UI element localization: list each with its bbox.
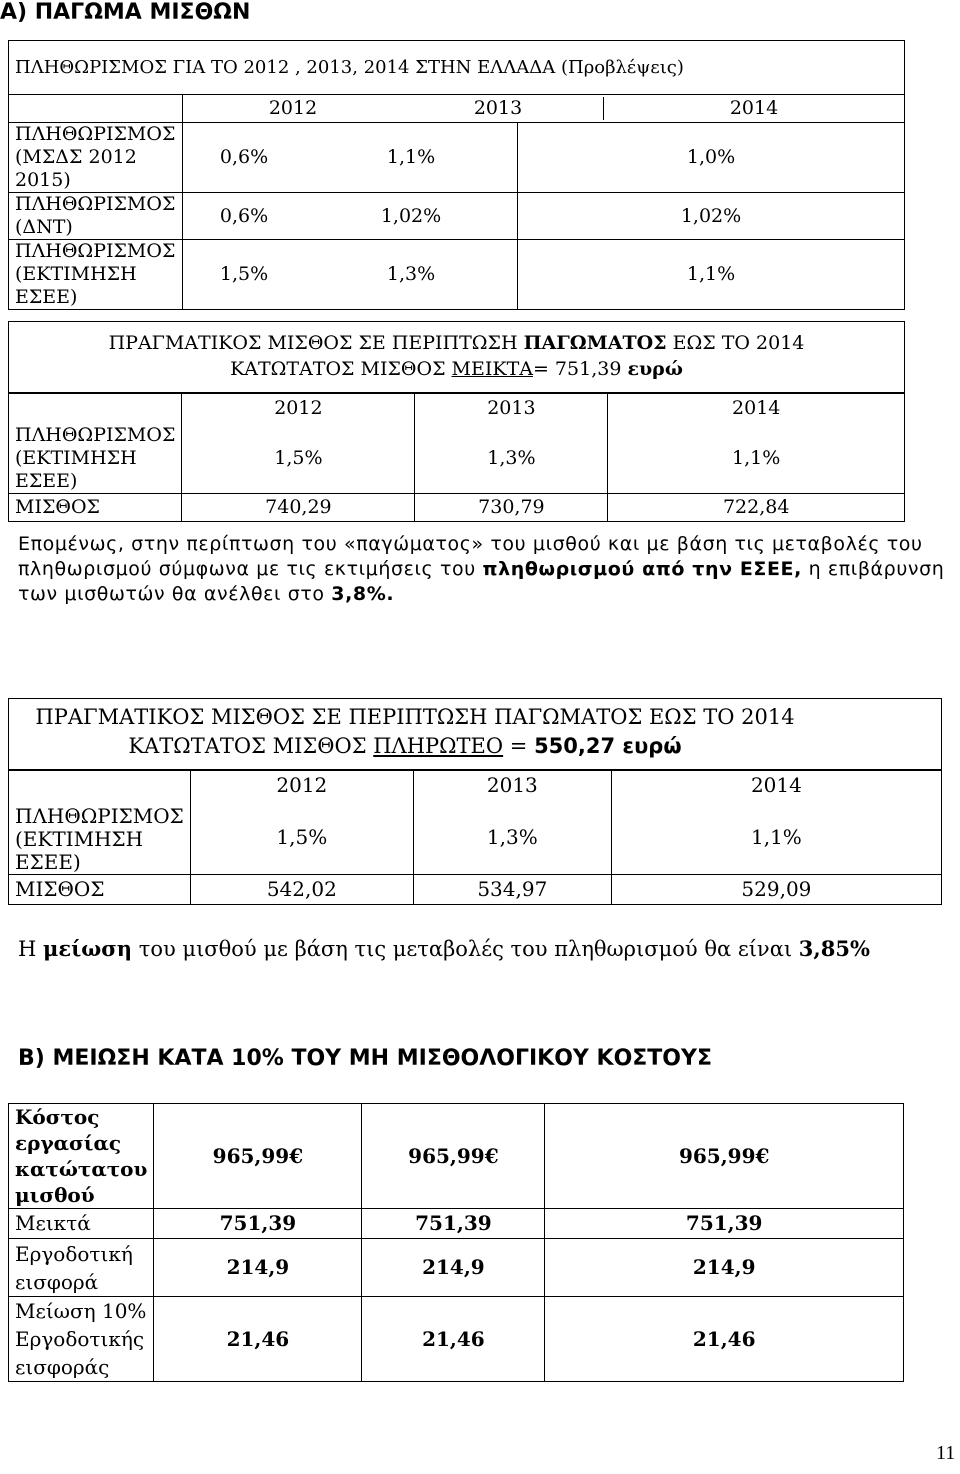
table3-year-2012: 2012 bbox=[190, 771, 413, 801]
section-a-heading: Α) ΠΑΓΩΜΑ ΜΙΣΘΩΝ bbox=[0, 0, 251, 25]
table3-salary-cell: 529,09 bbox=[611, 875, 941, 905]
table1-cell: 1,02% bbox=[518, 193, 905, 240]
table1-row-label: ΠΛΗΘΩΡΙΣΜΟΣ (ΔΝΤ) bbox=[9, 193, 183, 240]
table3-inflation-cell: 1,5% bbox=[190, 801, 413, 875]
employer-contribution-cell: 214,9 bbox=[154, 1239, 362, 1297]
table2-inflation-cell: 1,3% bbox=[415, 424, 608, 494]
table2-salary-cell: 730,79 bbox=[415, 494, 608, 522]
table3-title-line1: ΠΡΑΓΜΑΤΙΚΟΣ ΜΙΣΘΟΣ ΣΕ ΠΕΡΙΠΤΩΣΗ ΠΑΓΩΜΑΤΟΣ ΕΩΣ ΤΟ 2014 bbox=[35, 705, 795, 729]
salary-freeze-gross-table bbox=[8, 393, 905, 522]
table2-inflation-cell: 1,1% bbox=[608, 424, 905, 494]
table3-title-box bbox=[8, 698, 942, 770]
inflation-forecast-table bbox=[8, 40, 905, 310]
table1-cell: 1,1% bbox=[518, 240, 905, 310]
table1-cell: 1,02% bbox=[305, 193, 518, 240]
table3-inflation-label: ΠΛΗΘΩΡΙΣΜΟΣ (ΕΚΤΙΜΗΣΗ ΕΣΕΕ) bbox=[9, 771, 191, 875]
labor-cost-cell: 965,99€ bbox=[362, 1104, 545, 1209]
table1-year-2012: 2012 bbox=[268, 97, 318, 119]
table1-cell: 1,3% bbox=[305, 240, 518, 310]
table3-salary-cell: 534,97 bbox=[413, 875, 611, 905]
table1-cell: 0,6% bbox=[183, 123, 306, 193]
table2-year-2013: 2013 bbox=[415, 394, 608, 424]
gross-cell: 751,39 bbox=[362, 1209, 545, 1239]
table2-title-line1: ΠΡΑΓΜΑΤΙΚΟΣ ΜΙΣΘΟΣ ΣΕ ΠΕΡΙΠΤΩΣΗ ΠΑΓΩΜΑΤΟΣ ΕΩΣ ΤΟ 2014 bbox=[108, 332, 805, 354]
gross-cell: 751,39 bbox=[154, 1209, 362, 1239]
table1-title: ΠΛΗΘΩΡΙΣΜΟΣ ΓΙΑ ΤΟ 2012 , 2013, 2014 ΣΤΗΝ ΕΛΛΑΔΑ (Προβλέψεις) bbox=[9, 41, 905, 95]
salary-freeze-net-table bbox=[8, 770, 942, 905]
labor-cost-cell: 965,99€ bbox=[545, 1104, 904, 1209]
table3-inflation-cell: 1,3% bbox=[413, 801, 611, 875]
table2-title-line2: ΚΑΤΩΤΑΤΟΣ ΜΙΣΘΟΣ ΜΕΙΚΤΑ= 751,39 ευρώ bbox=[230, 358, 683, 380]
table3-year-2014: 2014 bbox=[611, 771, 941, 801]
table2-year-2012: 2012 bbox=[182, 394, 415, 424]
table1-year-2013: 2013 bbox=[473, 97, 523, 119]
table1-row-label: ΠΛΗΘΩΡΙΣΜΟΣ (ΕΚΤΙΜΗΣΗ ΕΣΕΕ) bbox=[9, 240, 183, 310]
labor-cost-table bbox=[8, 1103, 904, 1382]
contribution-reduction-cell: 21,46 bbox=[154, 1297, 362, 1382]
table1-cell: 1,0% bbox=[518, 123, 905, 193]
contribution-reduction-label: Μείωση 10% Εργοδοτικής εισφοράς bbox=[9, 1297, 154, 1382]
labor-cost-cell: 965,99€ bbox=[154, 1104, 362, 1209]
table1-year-2014: 2014 bbox=[603, 97, 904, 120]
page-number: 11 bbox=[936, 1442, 956, 1464]
table2-inflation-label: ΠΛΗΘΩΡΙΣΜΟΣ (ΕΚΤΙΜΗΣΗ ΕΣΕΕ) bbox=[9, 394, 182, 494]
table2-salary-label: ΜΙΣΘΟΣ bbox=[9, 494, 182, 522]
gross-cell: 751,39 bbox=[545, 1209, 904, 1239]
table2-year-2014: 2014 bbox=[608, 394, 905, 424]
contribution-reduction-cell: 21,46 bbox=[545, 1297, 904, 1382]
reduction-conclusion: Η μείωση του μισθού με βάση τις μεταβολές του πληθωρισμού θα είναι 3,85% bbox=[18, 936, 870, 961]
section-b-heading: Β) ΜΕΙΩΣΗ ΚΑΤΑ 10% ΤΟΥ ΜΗ ΜΙΣΘΟΛΟΓΙΚΟΥ ΚΟΣΤΟΥΣ bbox=[18, 1046, 712, 1071]
table1-cell: 1,1% bbox=[305, 123, 518, 193]
contribution-reduction-cell: 21,46 bbox=[362, 1297, 545, 1382]
table1-row-label: ΠΛΗΘΩΡΙΣΜΟΣ (ΜΣΔΣ 2012 2015) bbox=[9, 123, 183, 193]
table3-title-line2: ΚΑΤΩΤΑΤΟΣ ΜΙΣΘΟΣ ΠΛΗΡΩΤΕΟ = 550,27 ευρώ bbox=[128, 734, 682, 758]
labor-cost-label: Κόστος εργασίας κατώτατου μισθού bbox=[9, 1104, 154, 1209]
table3-inflation-cell: 1,1% bbox=[611, 801, 941, 875]
table2-salary-cell: 722,84 bbox=[608, 494, 905, 522]
employer-contribution-cell: 214,9 bbox=[545, 1239, 904, 1297]
table3-salary-cell: 542,02 bbox=[190, 875, 413, 905]
table1-cell: 0,6% bbox=[183, 193, 306, 240]
table2-title-box bbox=[8, 321, 905, 393]
table3-year-2013: 2013 bbox=[413, 771, 611, 801]
freeze-burden-paragraph: Επομένως, στην περίπτωση του «παγώματος» του μισθού και με βάση τις μεταβολές του πληθωρισμού σύμφωνα με τις εκτιμήσεις του πληθωρισμού από την ΕΣΕΕ, η επιβάρυνση των μισθωτών θα ανέλθει στο 3,8%. bbox=[18, 533, 945, 605]
employer-contribution-cell: 214,9 bbox=[362, 1239, 545, 1297]
gross-label: Μεικτά bbox=[9, 1209, 154, 1239]
table2-inflation-cell: 1,5% bbox=[182, 424, 415, 494]
table2-salary-cell: 740,29 bbox=[182, 494, 415, 522]
table3-salary-label: ΜΙΣΘΟΣ bbox=[9, 875, 191, 905]
table1-cell: 1,5% bbox=[183, 240, 306, 310]
employer-contribution-label: Εργοδοτική εισφορά bbox=[9, 1239, 154, 1297]
